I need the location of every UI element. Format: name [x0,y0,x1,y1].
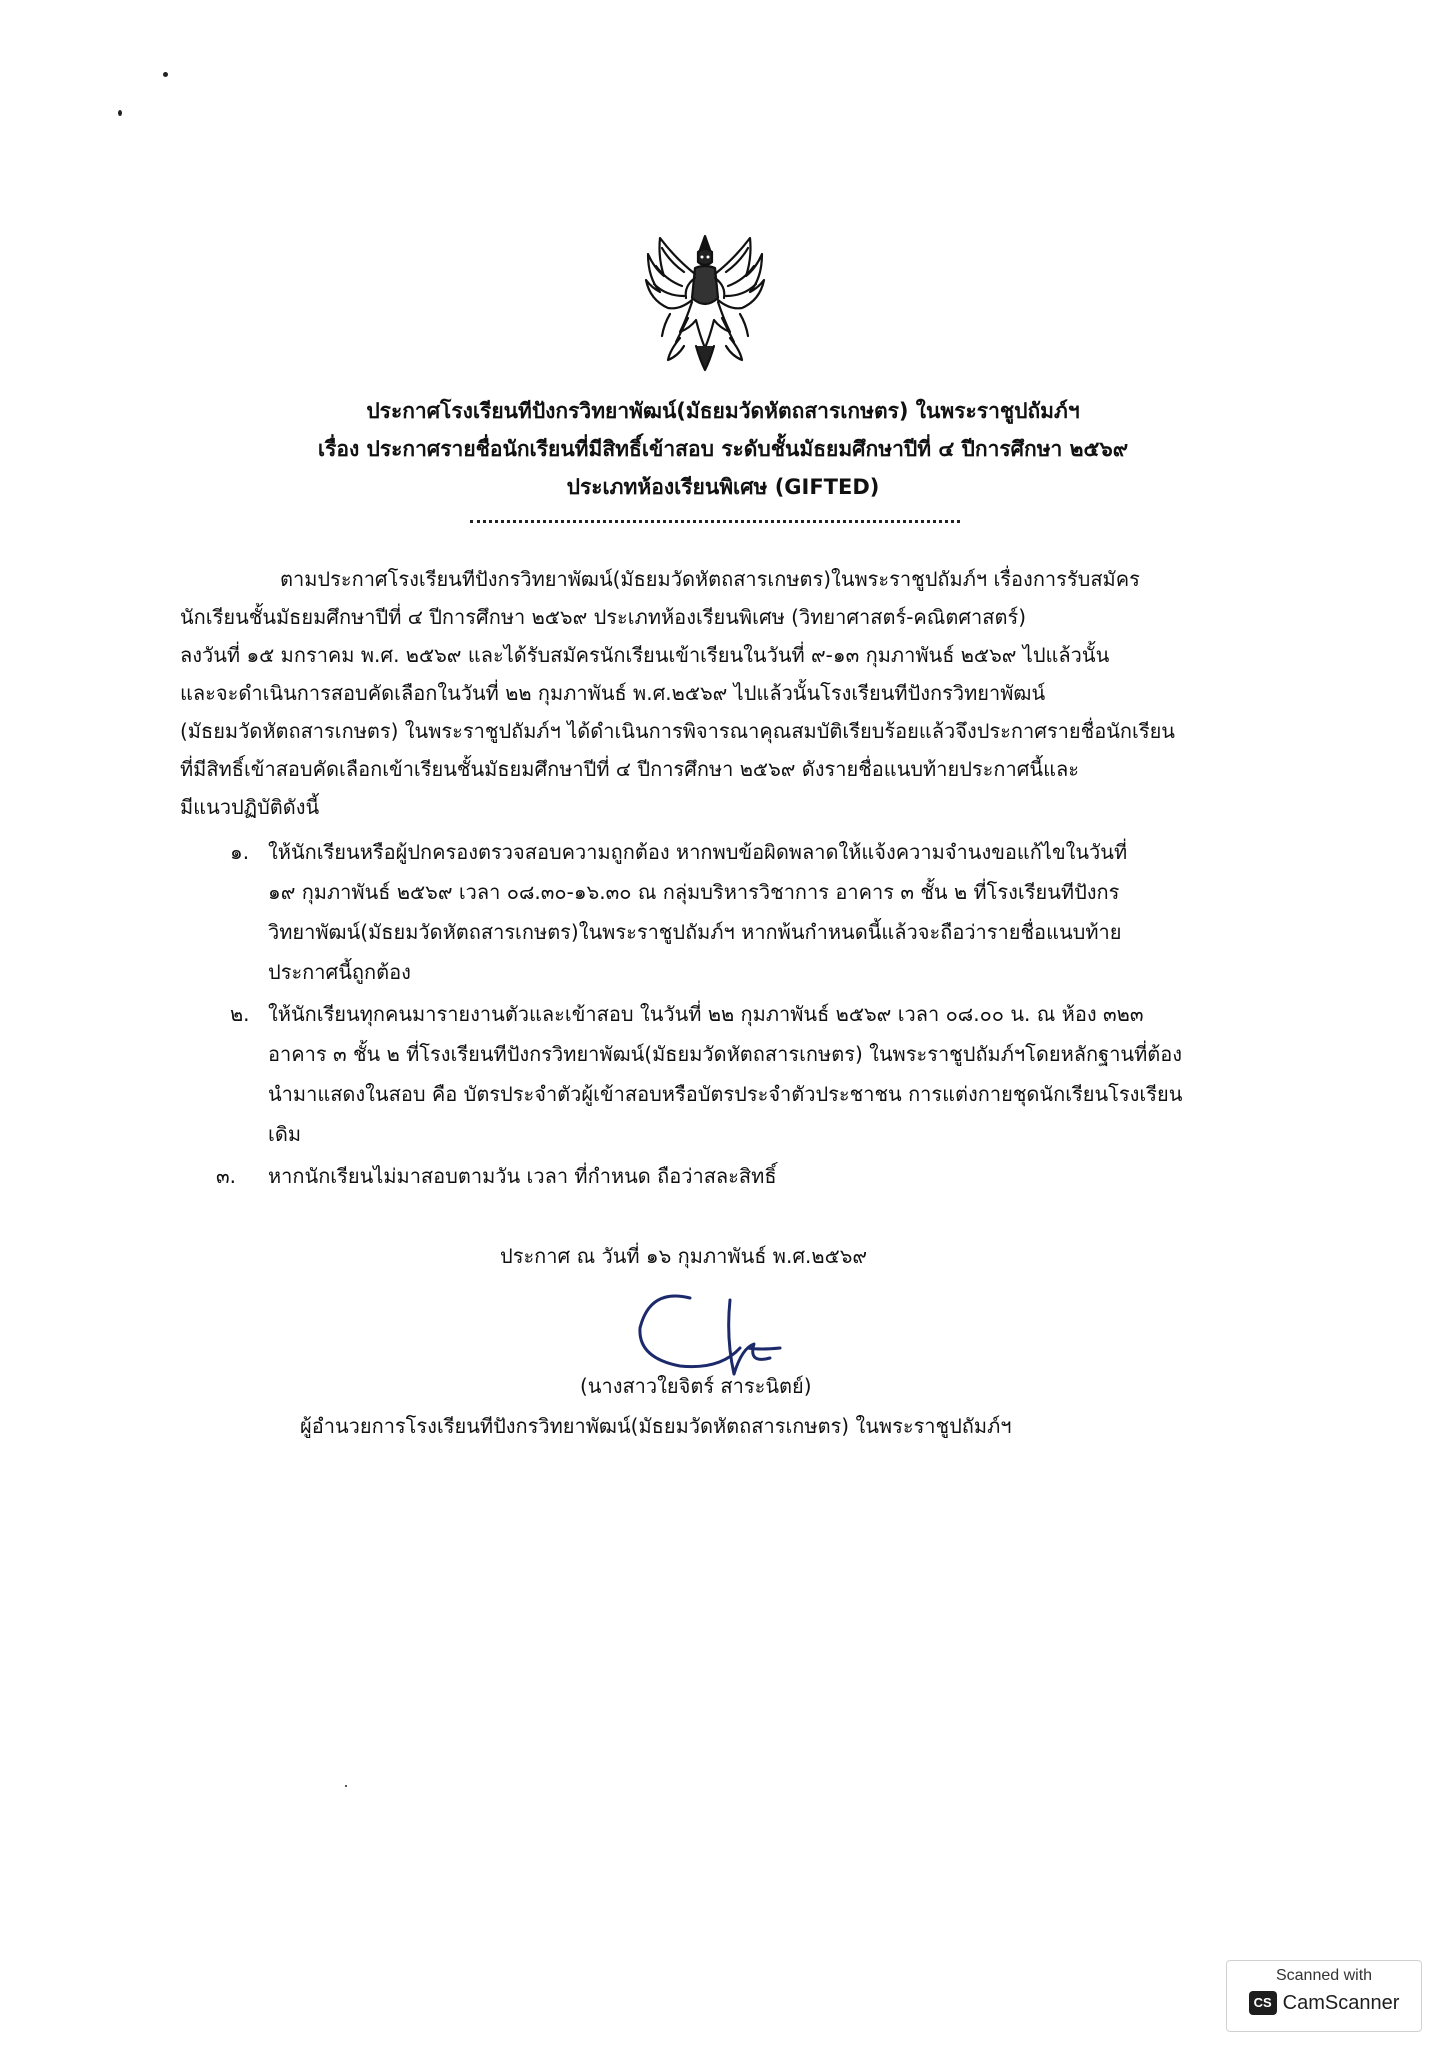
list-item-line: ประกาศนี้ถูกต้อง [268,960,411,984]
dotted-divider [470,520,960,523]
scan-speck [118,110,122,116]
garuda-emblem-icon [640,228,770,378]
camscanner-logo-icon: CS [1249,1991,1277,2015]
paragraph-line: ลงวันที่ ๑๕ มกราคม พ.ศ. ๒๕๖๙ และได้รับสมัครนักเรียนเข้าเรียนในวันที่ ๙-๑๓ กุมภาพันธ์ ๒๕๖๙ ไปแล้วนั้น [180,643,1110,667]
announcement-date: ประกาศ ณ วันที่ ๑๖ กุมภาพันธ์ พ.ศ.๒๕๖๙ [500,1244,868,1268]
list-item-number: ๒. [230,1002,250,1026]
paragraph-line: มีแนวปฏิบัติดังนี้ [180,795,320,819]
paragraph-line: ตามประกาศโรงเรียนทีปังกรวิทยาพัฒน์(มัธยมวัดหัตถสารเกษตร)ในพระราชูปถัมภ์ฯ เรื่องการรับสมัคร [280,567,1140,591]
heading-line-3: ประเภทห้องเรียนพิเศษ (GIFTED) [566,475,880,499]
watermark-caption: Scanned with [1275,1967,1373,1984]
list-item-line: ให้นักเรียนทุกคนมารายงานตัวและเข้าสอบ ในวันที่ ๒๒ กุมภาพันธ์ ๒๕๖๙ เวลา ๐๘.๐๐ น. ณ ห้อง ๓๒๓ [268,1002,1144,1026]
signer-name: (นางสาวใยจิตร์ สาระนิตย์) [580,1374,812,1398]
scan-speck [163,72,168,77]
heading-line-1: ประกาศโรงเรียนทีปังกรวิทยาพัฒน์(มัธยมวัดหัตถสารเกษตร) ในพระราชูปถัมภ์ฯ [366,399,1080,423]
paragraph-line: ที่มีสิทธิ์เข้าสอบคัดเลือกเข้าเรียนชั้นมัธยมศึกษาปีที่ ๔ ปีการศึกษา ๒๕๖๙ ดังรายชื่อแนบท้ายประกาศนี้และ [180,757,1079,781]
scan-speck [345,1785,347,1787]
list-item-line: อาคาร ๓ ชั้น ๒ ที่โรงเรียนทีปังกรวิทยาพัฒน์(มัธยมวัดหัตถสารเกษตร) ในพระราชูปถัมภ์ฯโดยหลักฐานที่ต้อง [268,1042,1183,1066]
camscanner-watermark [1226,1960,1422,2032]
paragraph-line: และจะดำเนินการสอบคัดเลือกในวันที่ ๒๒ กุมภาพันธ์ พ.ศ.๒๕๖๙ ไปแล้วนั้นโรงเรียนทีปังกรวิทยาพัฒน์ [180,681,1046,705]
list-item-number: ๑. [230,840,250,864]
list-item-line: หากนักเรียนไม่มาสอบตามวัน เวลา ที่กำหนด ถือว่าสละสิทธิ์ [268,1164,777,1188]
paragraph-line: (มัธยมวัดหัตถสารเกษตร) ในพระราชูปถัมภ์ฯ ได้ดำเนินการพิจารณาคุณสมบัติเรียบร้อยแล้วจึงประกาศรายชื่อนักเรียน [180,719,1175,743]
heading-line-2: เรื่อง ประกาศรายชื่อนักเรียนที่มีสิทธิ์เข้าสอบ ระดับชั้นมัธยมศึกษาปีที่ ๔ ปีการศึกษา ๒๕๖๙ [317,437,1129,461]
watermark-brand: CamScanner [1282,1991,1400,2014]
list-item-number: ๓. [216,1164,237,1188]
list-item-line: ให้นักเรียนหรือผู้ปกครองตรวจสอบความถูกต้อง หากพบข้อผิดพลาดให้แจ้งความจำนงขอแก้ไขในวันที่ [268,840,1128,864]
paragraph-line: นักเรียนชั้นมัธยมศึกษาปีที่ ๔ ปีการศึกษา ๒๕๖๙ ประเภทห้องเรียนพิเศษ (วิทยาศาสตร์-คณิตศาสตร์) [180,605,1027,629]
list-item-line: ๑๙ กุมภาพันธ์ ๒๕๖๙ เวลา ๐๘.๓๐-๑๖.๓๐ ณ กลุ่มบริหารวิชาการ อาคาร ๓ ชั้น ๒ ที่โรงเรียนทีปังกร [268,880,1120,904]
list-item-line: นำมาแสดงในสอบ คือ บัตรประจำตัวผู้เข้าสอบหรือบัตรประจำตัวประชาชน การแต่งกายชุดนักเรียนโรงเรียน [268,1082,1183,1106]
list-item-line: วิทยาพัฒน์(มัธยมวัดหัตถสารเกษตร)ในพระราชูปถัมภ์ฯ หากพ้นกำหนดนี้แล้วจะถือว่ารายชื่อแนบท้าย [268,920,1122,944]
list-item-line: เดิม [268,1122,302,1146]
watermark-brand-row [1227,1991,1421,2015]
signer-title: ผู้อำนวยการโรงเรียนทีปังกรวิทยาพัฒน์(มัธยมวัดหัตถสารเกษตร) ในพระราชูปถัมภ์ฯ [300,1414,1012,1438]
